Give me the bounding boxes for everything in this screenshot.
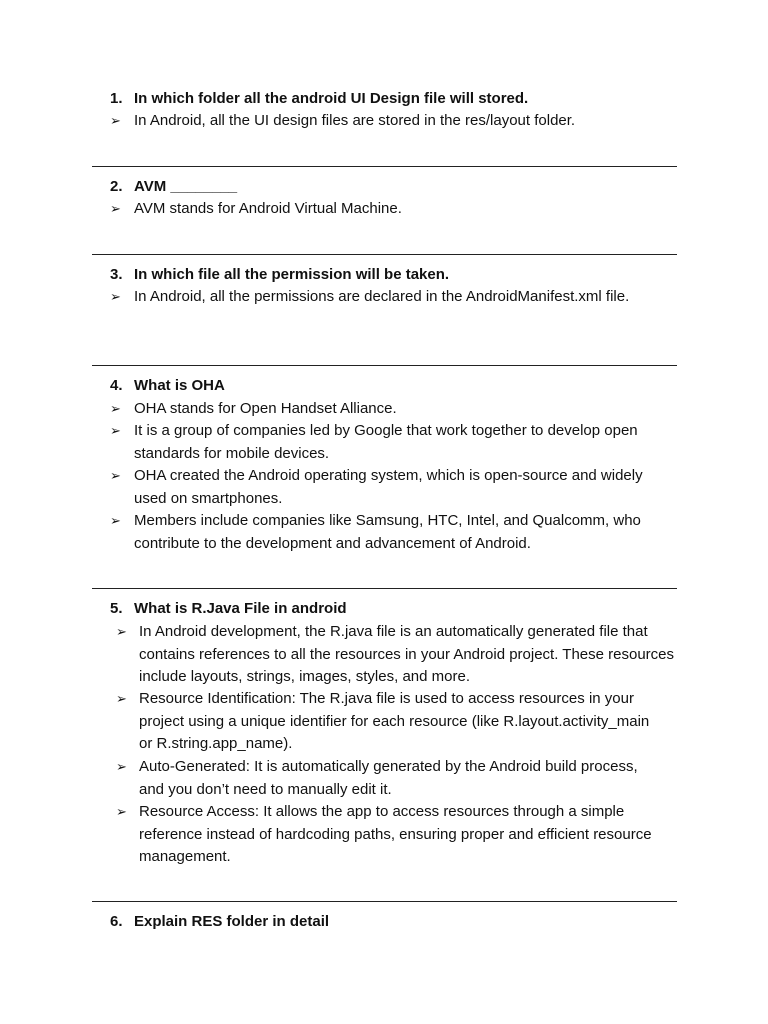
bullet-text: It is a group of companies led by Google that work together to develop open standards for mobile devices.: [134, 422, 638, 462]
question-title: AVM ________: [134, 178, 238, 195]
section-divider: [92, 166, 677, 167]
question-title: Explain RES folder in detail: [134, 913, 330, 930]
answer-bullet: [110, 198, 670, 221]
question-5-heading: [110, 598, 347, 621]
question-title: What is R.Java File in android: [134, 600, 347, 617]
arrow-bullet-icon: ➢: [110, 468, 121, 483]
bullet-text: In Android, all the UI design files are stored in the res/layout folder.: [134, 112, 576, 129]
arrow-bullet-icon: ➢: [116, 759, 127, 774]
question-6-heading: [110, 911, 329, 934]
answer-bullet: [110, 510, 670, 555]
bullet-text: OHA created the Android operating system, which is open-source and widely used on smartphones.: [134, 467, 643, 507]
question-title: In which file all the permission will be taken.: [134, 266, 450, 283]
answer-bullet: [110, 398, 670, 421]
bullet-text: In Android development, the R.java file is an automatically generated file that contains references to all the resources in your Android project. These resources include layouts, strings, images, styles, and more.: [139, 623, 675, 685]
bullet-text: OHA stands for Open Handset Alliance.: [134, 400, 397, 417]
answer-bullet: [116, 688, 656, 756]
question-title: In which folder all the android UI Design file will stored.: [134, 90, 529, 107]
question-4-heading: [110, 375, 225, 398]
question-number: 4.: [110, 377, 123, 394]
question-number: 2.: [110, 178, 123, 195]
answer-bullet: [116, 756, 656, 801]
arrow-bullet-icon: ➢: [116, 804, 127, 819]
bullet-text: Auto-Generated: It is automatically generated by the Android build process, and you don’t need to manually edit it.: [139, 758, 638, 798]
bullet-text: In Android, all the permissions are declared in the AndroidManifest.xml file.: [134, 288, 630, 305]
bullet-text: Resource Identification: The R.java file is used to access resources in your project using a unique identifier for each resource (like R.layout.activity_main or R.string.app_name).: [139, 690, 650, 752]
answer-bullet: [116, 801, 676, 869]
answer-bullet: [110, 420, 670, 465]
arrow-bullet-icon: ➢: [110, 113, 121, 128]
arrow-bullet-icon: ➢: [110, 289, 121, 304]
question-2-heading: [110, 176, 237, 199]
question-number: 1.: [110, 90, 123, 107]
answer-bullet: [110, 110, 670, 133]
arrow-bullet-icon: ➢: [110, 423, 121, 438]
bullet-text: Members include companies like Samsung, HTC, Intel, and Qualcomm, who contribute to the development and advancement of Android.: [134, 512, 641, 552]
bullet-text: AVM stands for Android Virtual Machine.: [134, 200, 402, 217]
arrow-bullet-icon: ➢: [110, 201, 121, 216]
section-divider: [92, 901, 677, 902]
question-number: 3.: [110, 266, 123, 283]
bullet-text: Resource Access: It allows the app to access resources through a simple reference instead of hardcoding paths, ensuring proper and efficient resource management.: [139, 803, 652, 865]
answer-bullet: [110, 286, 662, 309]
arrow-bullet-icon: ➢: [116, 624, 127, 639]
section-divider: [92, 365, 677, 366]
arrow-bullet-icon: ➢: [110, 513, 121, 528]
question-number: 5.: [110, 600, 123, 617]
question-1-heading: [110, 88, 528, 111]
section-divider: [92, 254, 677, 255]
section-divider: [92, 588, 677, 589]
arrow-bullet-icon: ➢: [110, 401, 121, 416]
arrow-bullet-icon: ➢: [116, 691, 127, 706]
question-number: 6.: [110, 913, 123, 930]
answer-bullet: [116, 621, 680, 689]
question-title: What is OHA: [134, 377, 225, 394]
question-3-heading: [110, 264, 449, 287]
answer-bullet: [110, 465, 670, 510]
